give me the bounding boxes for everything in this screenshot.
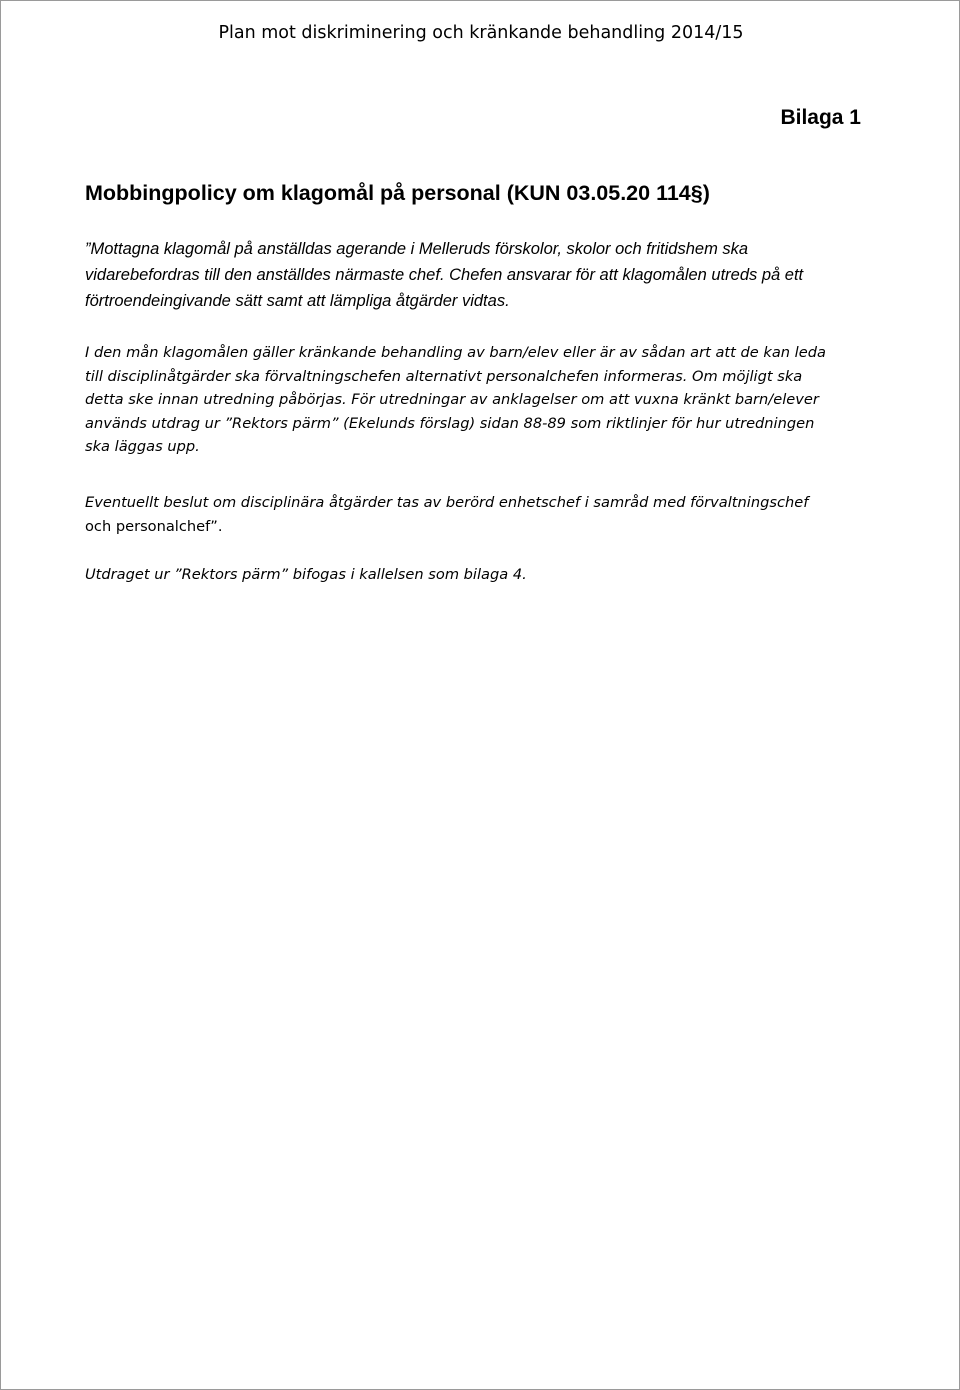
paragraph-line: används utdrag ur ”Rektors pärm” (Ekelunds förslag) sidan 88-89 som riktlinjer för hur utredningen: [85, 414, 815, 432]
paragraph-complaints-routing: [85, 236, 885, 314]
running-header: Plan mot diskriminering och kränkande behandling 2014/15: [218, 23, 744, 43]
paragraph-disciplinary-info: [85, 341, 885, 459]
paragraph-line: Eventuellt beslut om disciplinära åtgärder tas av berörd enhetschef i samråd med förvaltningschef: [85, 494, 809, 511]
appendix-label: Bilaga 1: [780, 106, 861, 129]
paragraph-line: ”Mottagna klagomål på anställdas agerande i Melleruds förskolor, skolor och fritidshem ska: [85, 240, 749, 258]
paragraph-line: ska läggas upp.: [85, 438, 200, 456]
paragraph-line: Utdraget ur ”Rektors pärm” bifogas i kallelsen som bilaga 4.: [85, 566, 527, 583]
paragraph-line: förtroendeingivande sätt samt att lämpliga åtgärder vidtas.: [85, 292, 510, 310]
paragraph-line: I den mån klagomålen gäller kränkande behandling av barn/elev eller är av sådan art att de kan leda: [85, 344, 826, 361]
paragraph-decision: [85, 491, 885, 538]
closing-quote: ”.: [210, 517, 223, 535]
paragraph-line-upright: och personalchef: [85, 517, 211, 535]
paragraph-attachment-note: [85, 563, 885, 587]
paragraph-line: vidarebefordras till den anställdes närmaste chef. Chefen ansvarar för att klagomålen utreds på ett: [85, 266, 804, 284]
paragraph-line: till disciplinåtgärder ska förvaltningschefen alternativt personalchefen informeras. Om möjligt ska: [85, 367, 803, 385]
paragraph-line: detta ske innan utredning påbörjas. För utredningar av anklagelser om att vuxna kränkt barn/elever: [85, 391, 819, 409]
document-title: Mobbingpolicy om klagomål på personal (KUN 03.05.20 114§): [85, 181, 710, 205]
